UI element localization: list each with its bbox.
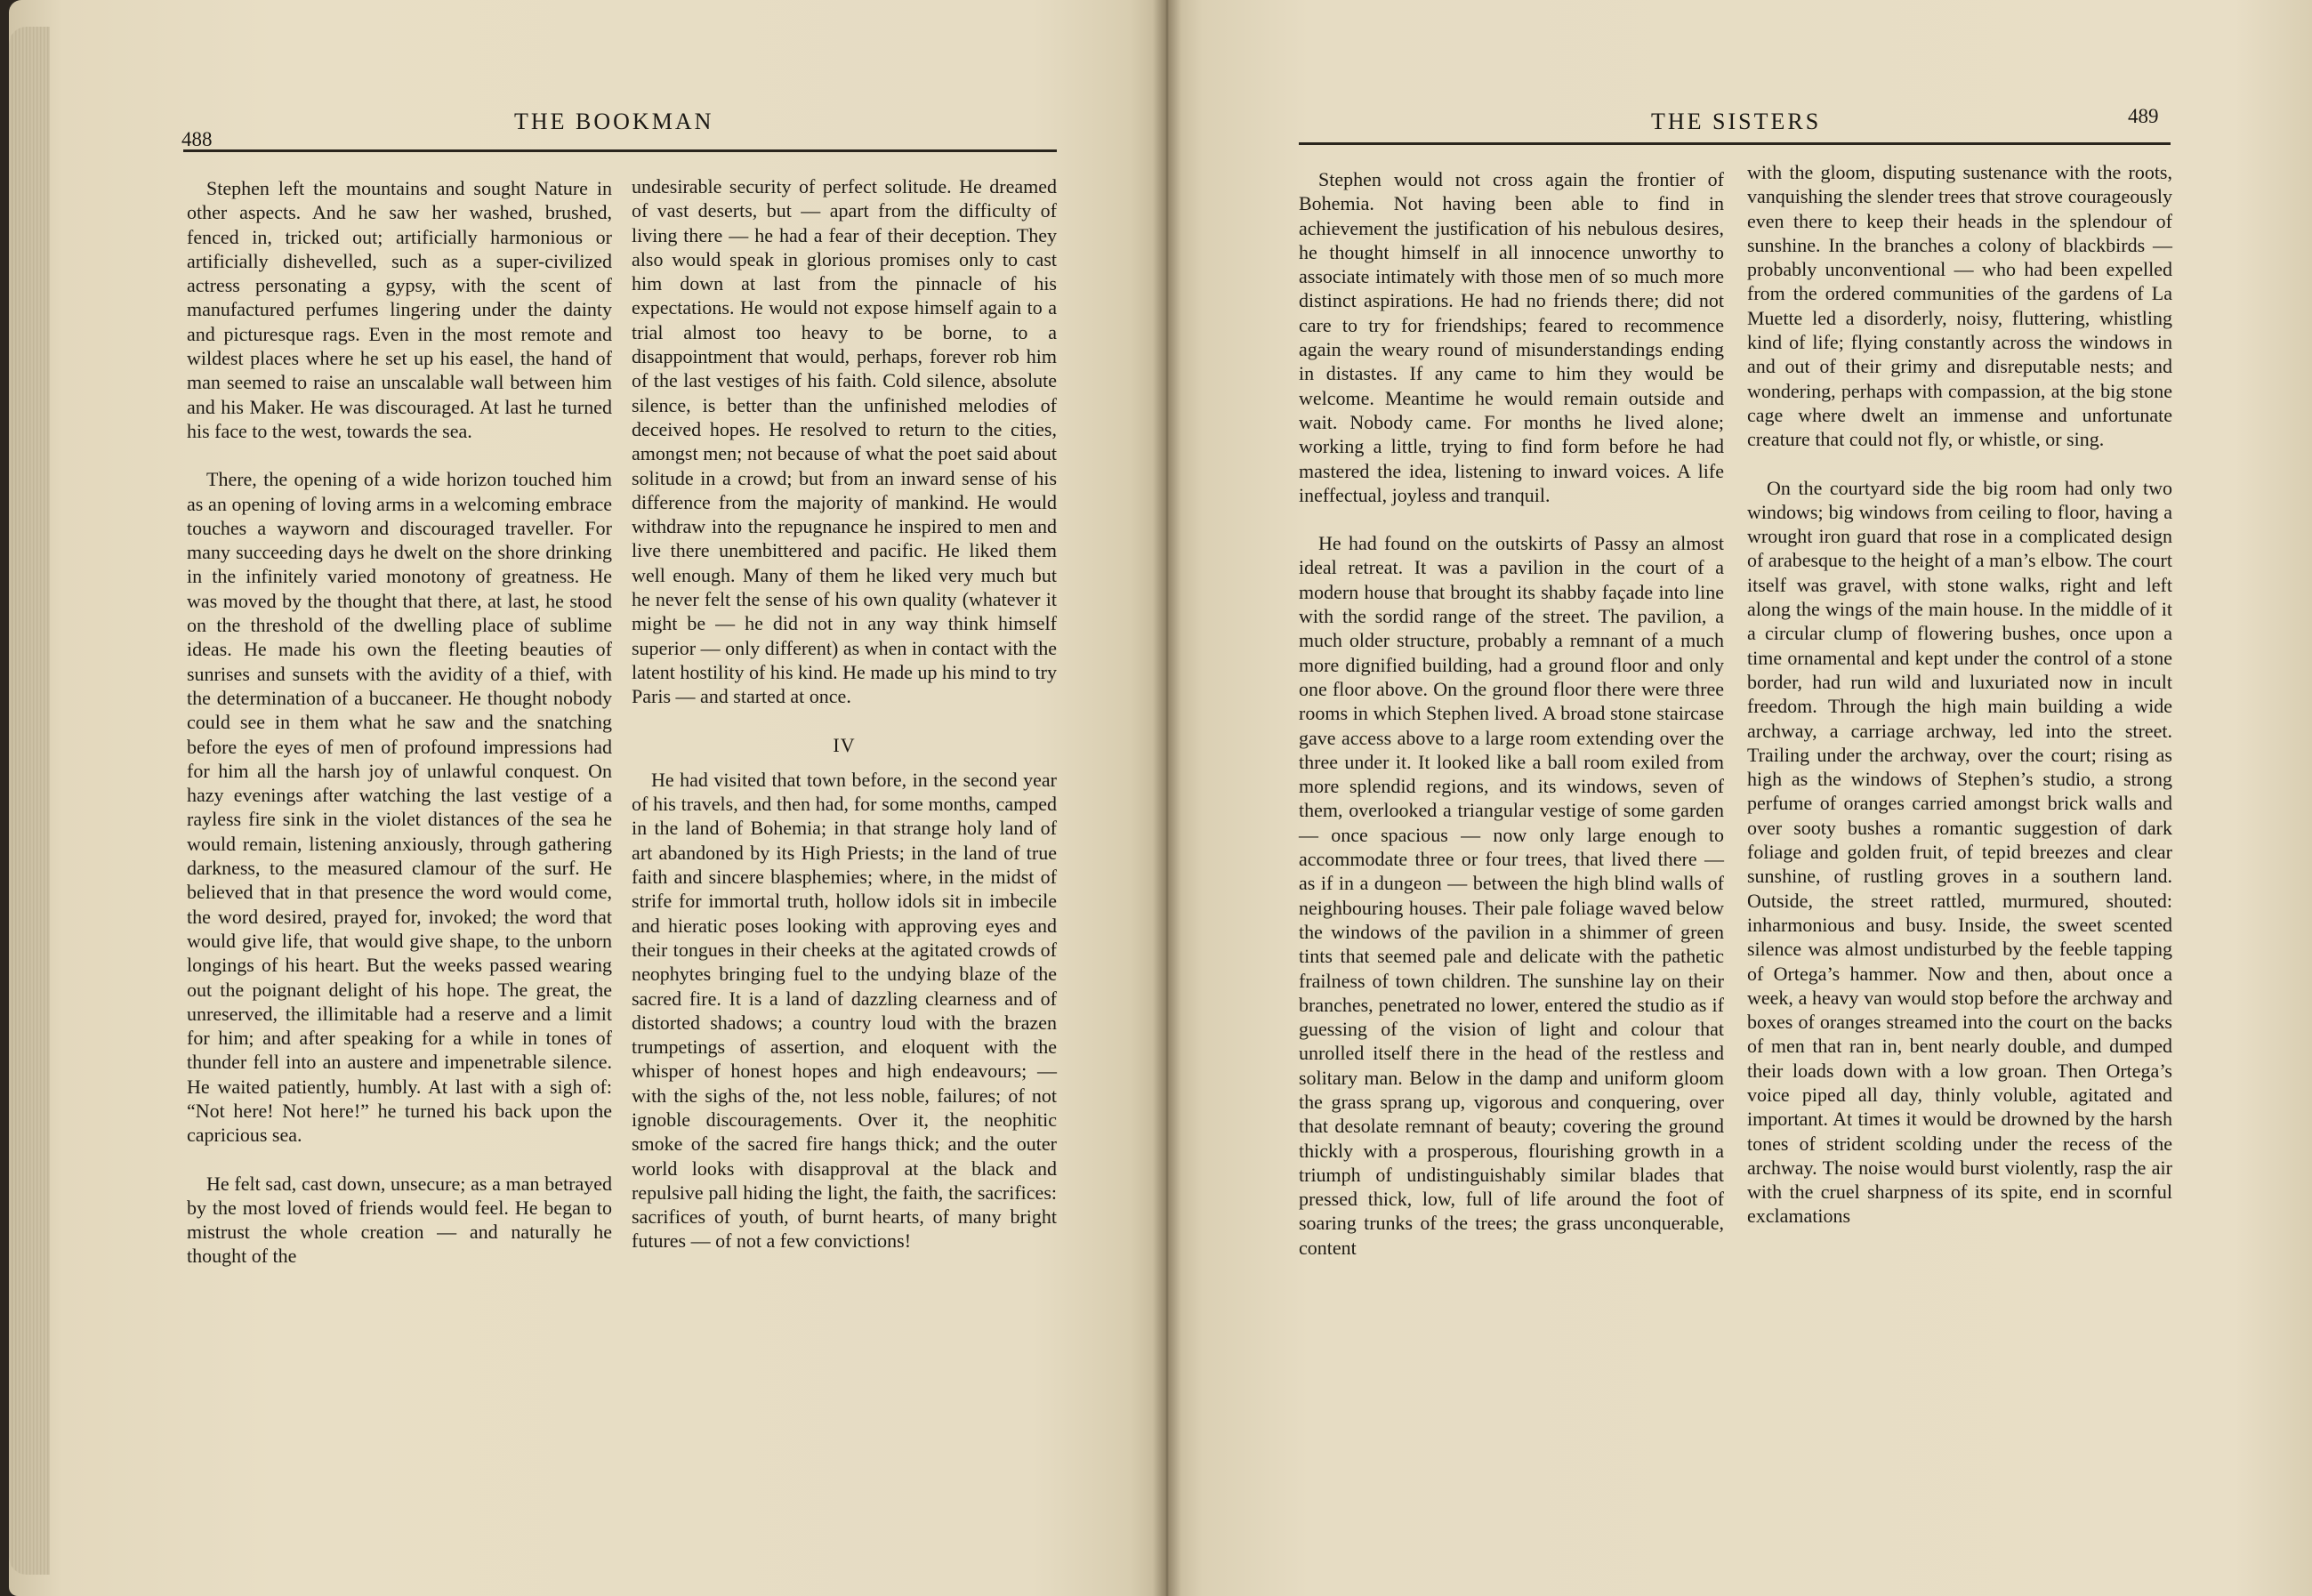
left-column-1 xyxy=(187,176,612,1269)
section-number: IV xyxy=(833,733,856,756)
paragraph: He had visited that town before, in the second year of his travels, and then had, for some months, camped in the land of Bohemia; in that strange holy land of art abandoned by its High Priests; in the land of true faith and sincere blasphemies; where, in the midst of strife for immortal truth, hollow idols sit in imbecile and hieratic poses looking with approving eyes and their tongues in their cheeks at the agitated crowds of neophytes bringing fuel to the undying blaze of the sacred fire. It is a land of dazzling clearness and of distorted shadows; a country loud with the brazen trumpetings of assertion, and eloquent with the whisper of honest hopes and high endeavours; — with the sighs of the, not less noble, failures; of not ignoble discouragements. Over it, the neophitic smoke of the sacred fire hangs thick; and the outer world looks with disapproval at the black and repulsive pall hiding the light, the faith, the sacrifices: sacrifices of youth, of burnt hearts, of many bright futures — of not a few convictions! xyxy=(632,768,1057,1253)
paragraph: Stephen left the mountains and sought Nature in other aspects. And he saw her washed, brushed, fenced in, tricked out; artificially harmonious or artificially dishevelled, such as a super-civilized actress personating a gypsy, with the scent of manufactured perfumes lingering under the dainty and picturesque rags. Even in the most remote and wildest places where he set up his easel, the hand of man seemed to raise an unscalable wall between him and his Maker. He was discouraged. At last he turned his face to the west, towards the sea. xyxy=(187,177,612,442)
paragraph: Stephen would not cross again the frontier of Bohemia. Not having been able to find in achievement the justification of his nebulous desires, he thought himself in all innocence unworthy to associate intimately with those men of so much more distinct aspirations. He had no friends there; did not care to try for friendships; feared to recommence again the weary round of misunderstandings ending in distastes. If any came to him they would be welcome. Meantime he would remain outside and wait. Nobody came. For months he lived alone; working a little, trying to find form before he had mastered the idea, listening to inward voices. A life ineffectual, joyless and tranquil. xyxy=(1299,168,1724,506)
header-rule-right xyxy=(1299,142,2171,145)
running-head-right: THE SISTERS xyxy=(1651,109,1822,134)
paragraph: On the courtyard side the big room had only two windows; big windows from ceiling to floor, having a wrought iron guard that rose in a complicated design of arabesque to the height of a man’s elbow. The court itself was gravel, with stone walks, right and left along the wings of the main house. In the middle of it a circular clump of flowering bushes, once upon a time ornamental and kept under the control of a stone border, had run wild and luxuriated now in incult freedom. Through the high main building a wide archway, a carriage archway, led into the street. Trailing under the archway, over the court; rising as high as the windows of Stephen’s studio, a strong perfume of oranges carried amongst brick walls and over sooty bushes a romantic suggestion of dark foliage and golden fruit, of tepid breezes and clear sunshine, of rustling groves in a southern land. Outside, the street rattled, murmured, shouted: inharmonious and busy. Inside, the sweet scented silence was almost undisturbed by the feeble tapping of Ortega’s hammer. Now and then, about once a week, a heavy van would stop before the archway and boxes of oranges streamed into the court on the backs of men that ran in, bent nearly double, and dumped their loads down with a low groan. Then Ortega’s voice piped all day, thinly voluble, agitated and important. At times it would be drowned by the harsh tones of strident scolding under the recess of the archway. The noise would burst violently, rasp the air with the cruel sharpness of its spite, end in scornful exclamations xyxy=(1747,476,2172,1228)
paragraph: There, the opening of a wide horizon touched him as an opening of loving arms in a welcoming embrace touches a wayworn and discouraged traveller. For many succeeding days he dwelt on the shore drinking in the infinitely varied monotony of greatness. He was moved by the thought that there, at last, he stood on the threshold of the dwelling place of sublime ideas. He made his own the fleeting beauties of sunrises and sunsets with the avidity of a thief, with the determination of a buccaneer. He thought nobody could see in them what he saw and the snatching before the eyes of men of profound impressions had for him all the harsh joy of unlawful conquest. On hazy evenings after watching the last vestige of a rayless fire sink in the violet distances of the sea he would remain, listening anxiously, through gathering darkness, to the measured clamour of the surf. He believed that in that presence the word would come, the word desired, prayed for, invoked; the word that would give life, that would give shape, to the unborn longings of his heart. But the weeks passed wearing out the poignant delight of his hope. The great, the unreserved, the illimitable had a reserve and a limit for him; and after speaking for a while in tones of thunder fell into an austere and impenetrable silence. He waited patiently, humbly. At last with a sigh of: “Not here! Not here!” he turned his back upon the capricious sea. xyxy=(187,468,612,1147)
header-rule-left xyxy=(183,149,1057,152)
right-column-1 xyxy=(1299,167,1724,1260)
page-number-right: 489 xyxy=(2128,105,2159,127)
right-column-2 xyxy=(1747,160,2172,1229)
paragraph: undesirable security of perfect solitude. He dreamed of vast deserts, but — apart from the difficulty of living there — he had a fear of their deception. They also would speak in glorious promises only to cast him down at last from the pinnacle of his expectations. He would not expose himself again to a trial almost too heavy to be borne, to a disappointment that would, perhaps, forever rob him of the last vestiges of his faith. Cold silence, absolute silence, is better than the unfinished melodies of deceived hopes. He resolved to return to the cities, amongst men; not because of what the poet said about solitude in a crowd; but from an inward sense of his difference from the majority of mankind. He would withdraw into the repugnance he inspired to men and live there unembittered and pacific. He liked them well enough. Many of them he liked very much but he never felt the sense of his own quality (whatever it might be — he did not in any way think himself superior — only different) as when in contact with the latent hostility of his kind. He made up his mind to try Paris — and started at once. xyxy=(632,175,1057,708)
right-page xyxy=(1167,0,2312,1596)
running-head-left: THE BOOKMAN xyxy=(514,109,714,134)
paragraph: He had found on the outskirts of Passy an almost ideal retreat. It was a pavilion in the court of a modern house that brought its shabby façade into line with the sordid range of the street. The pavilion, a much older structure, probably a remnant of a much more dignified building, had a ground floor and only one floor above. On the ground floor there were three rooms in which Stephen lived. A broad stone staircase gave access above to a large room extending over the three under it. It looked like a ball room exiled from more splendid regions, and its windows, seven of them, overlooked a triangular vestige of some garden — once spacious — now only large enough to accommodate three or four trees, that lived there — as if in a dungeon — between the high blind walls of neighbouring houses. Their pale foliage waved below the windows of the pavilion in a shimmer of green tints that seemed pale and delicate with the pathetic frailness of town children. The sunshine lay on their branches, penetrated no lower, entered the studio as if guessing of the vision of light and colour that unrolled itself there in the head of the restless and solitary man. Below in the damp and uniform gloom the grass sprang up, vigorous and conquering, over that desolate remnant of beauty; covering the ground thickly with a prosperous, flourishing growth in a triumph of undistinguishably similar blades that pressed thick, low, full of life around the foot of soaring trunks of the trees; the grass unconquerable, content xyxy=(1299,532,1724,1259)
binding-gutter xyxy=(1153,0,1181,1596)
page-edges xyxy=(9,27,50,1575)
page-number-left: 488 xyxy=(181,128,213,150)
left-page xyxy=(9,0,1167,1596)
paragraph: with the gloom, disputing sustenance with the roots, vanquishing the slender trees that strove courageously even there to keep their heads in the splendour of sunshine. In the branches a colony of blackbirds — probably unconventional — who had been expelled from the ordered communities of the gardens of La Muette led a disorderly, noisy, fluttering, whistling kind of life; flying constantly across the windows in and out of their grimy and disreputable nests; and wondering, perhaps with compassion, at the big stone cage where dwelt an immense and unfortunate creature that could not fly, or whistle, or sing. xyxy=(1747,161,2172,451)
left-column-2 xyxy=(632,174,1057,1253)
paragraph: He felt sad, cast down, unsecure; as a man betrayed by the most loved of friends would feel. He began to mistrust the whole creation — and naturally he thought of the xyxy=(187,1172,612,1268)
